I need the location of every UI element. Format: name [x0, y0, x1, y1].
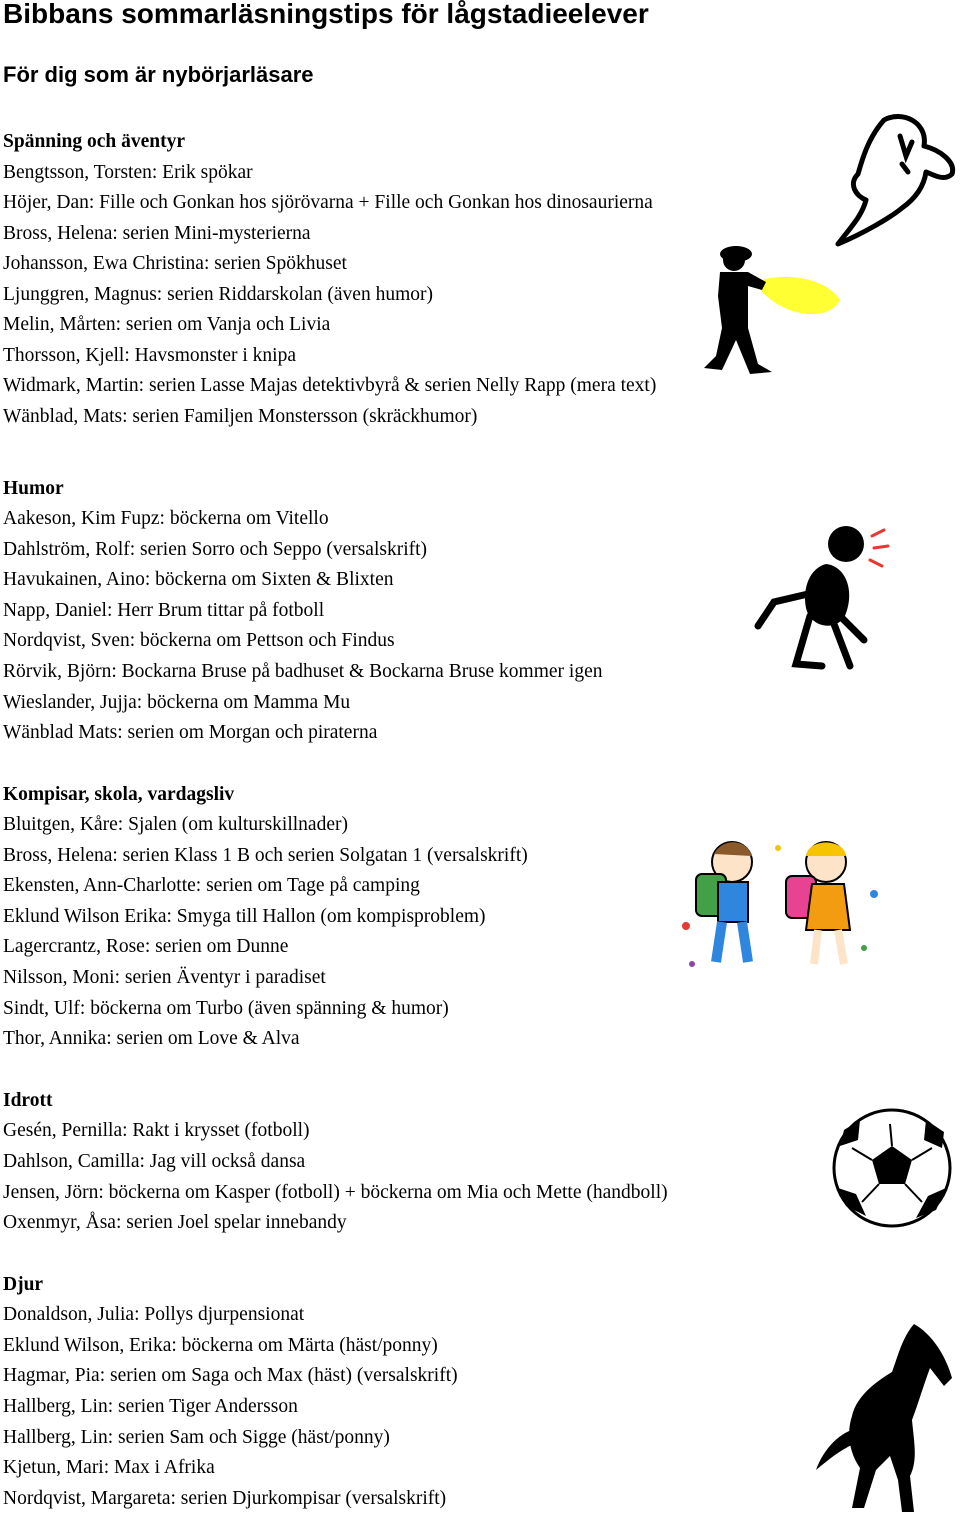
- list-item: Dahlström, Rolf: serien Sorro och Seppo (versalskrift): [3, 539, 428, 560]
- list-item: Hallberg, Lin: serien Tiger Andersson: [3, 1396, 298, 1417]
- section-heading-humor: Humor: [3, 478, 64, 499]
- list-item: Gesén, Pernilla: Rakt i krysset (fotboll): [3, 1120, 310, 1141]
- list-item: Nordqvist, Sven: böckerna om Pettson och Findus: [3, 630, 395, 651]
- list-item: Wänblad, Mats: serien Familjen Monstersson (skräckhumor): [3, 406, 478, 427]
- list-item: Ljunggren, Magnus: serien Riddarskolan (även humor): [3, 284, 433, 305]
- list-item: Sindt, Ulf: böckerna om Turbo (även spänning & humor): [3, 998, 449, 1019]
- list-item: Johansson, Ewa Christina: serien Spökhuset: [3, 253, 347, 274]
- list-item: Jensen, Jörn: böckerna om Kasper (fotboll) + böckerna om Mia och Mette (handboll): [3, 1182, 668, 1203]
- list-item: Lagercrantz, Rose: serien om Dunne: [3, 936, 289, 957]
- list-item: Bross, Helena: serien Mini-mysterierna: [3, 223, 311, 244]
- list-item: Wieslander, Jujja: böckerna om Mamma Mu: [3, 692, 351, 713]
- list-item: Eklund Wilson Erika: Smyga till Hallon (om kompisproblem): [3, 906, 486, 927]
- list-item: Höjer, Dan: Fille och Gonkan hos sjörövarna + Fille och Gonkan hos dinosaurierna: [3, 192, 653, 213]
- list-item: Thorsson, Kjell: Havsmonster i knipa: [3, 345, 297, 366]
- section-heading-kompisar: Kompisar, skola, vardagsliv: [3, 784, 235, 805]
- children-backpacks-icon: [678, 826, 890, 978]
- list-item: Bluitgen, Kåre: Sjalen (om kulturskillnader): [3, 814, 348, 835]
- running-figure-icon: [752, 514, 892, 672]
- list-item: Napp, Daniel: Herr Brum tittar på fotboll: [3, 600, 325, 621]
- section-heading-djur: Djur: [3, 1274, 44, 1295]
- list-item: Nordqvist, Margareta: serien Djurkompisar (versalskrift): [3, 1488, 447, 1509]
- list-item: Donaldson, Julia: Pollys djurpensionat: [3, 1304, 305, 1325]
- list-item: Havukainen, Aino: böckerna om Sixten & Blixten: [3, 569, 394, 590]
- list-item: Aakeson, Kim Fupz: böckerna om Vitello: [3, 508, 329, 529]
- horse-icon: [806, 1320, 956, 1516]
- soccer-ball-icon: [830, 1106, 954, 1230]
- list-item: Ekensten, Ann-Charlotte: serien om Tage på camping: [3, 875, 420, 896]
- list-item: Oxenmyr, Åsa: serien Joel spelar innebandy: [3, 1212, 347, 1233]
- list-item: Rörvik, Björn: Bockarna Bruse på badhuset & Bockarna Bruse kommer igen: [3, 661, 603, 682]
- list-item: Nilsson, Moni: serien Äventyr i paradiset: [3, 967, 326, 988]
- list-item: Melin, Mårten: serien om Vanja och Livia: [3, 314, 331, 335]
- detective-flashlight-icon: [700, 236, 845, 378]
- section-heading-idrott: Idrott: [3, 1090, 53, 1111]
- list-item: Wänblad Mats: serien om Morgan och piraterna: [3, 722, 378, 743]
- list-item: Bengtsson, Torsten: Erik spökar: [3, 162, 253, 183]
- page-title: Bibbans sommarläsningstips för lågstadieelever: [3, 0, 649, 29]
- list-item: Eklund Wilson, Erika: böckerna om Märta (häst/ponny): [3, 1335, 438, 1356]
- list-item: Widmark, Martin: serien Lasse Majas detektivbyrå & serien Nelly Rapp (mera text): [3, 375, 657, 396]
- section-heading-spanning: Spänning och äventyr: [3, 131, 186, 152]
- page-subtitle: För dig som är nybörjarläsare: [3, 62, 314, 87]
- list-item: Hagmar, Pia: serien om Saga och Max (häst) (versalskrift): [3, 1365, 458, 1386]
- list-item: Dahlson, Camilla: Jag vill också dansa: [3, 1151, 306, 1172]
- list-item: Hallberg, Lin: serien Sam och Sigge (häst/ponny): [3, 1427, 390, 1448]
- list-item: Thor, Annika: serien om Love & Alva: [3, 1028, 300, 1049]
- list-item: Kjetun, Mari: Max i Afrika: [3, 1457, 215, 1478]
- ghost-icon: [832, 112, 960, 248]
- list-item: Bross, Helena: serien Klass 1 B och serien Solgatan 1 (versalskrift): [3, 845, 528, 866]
